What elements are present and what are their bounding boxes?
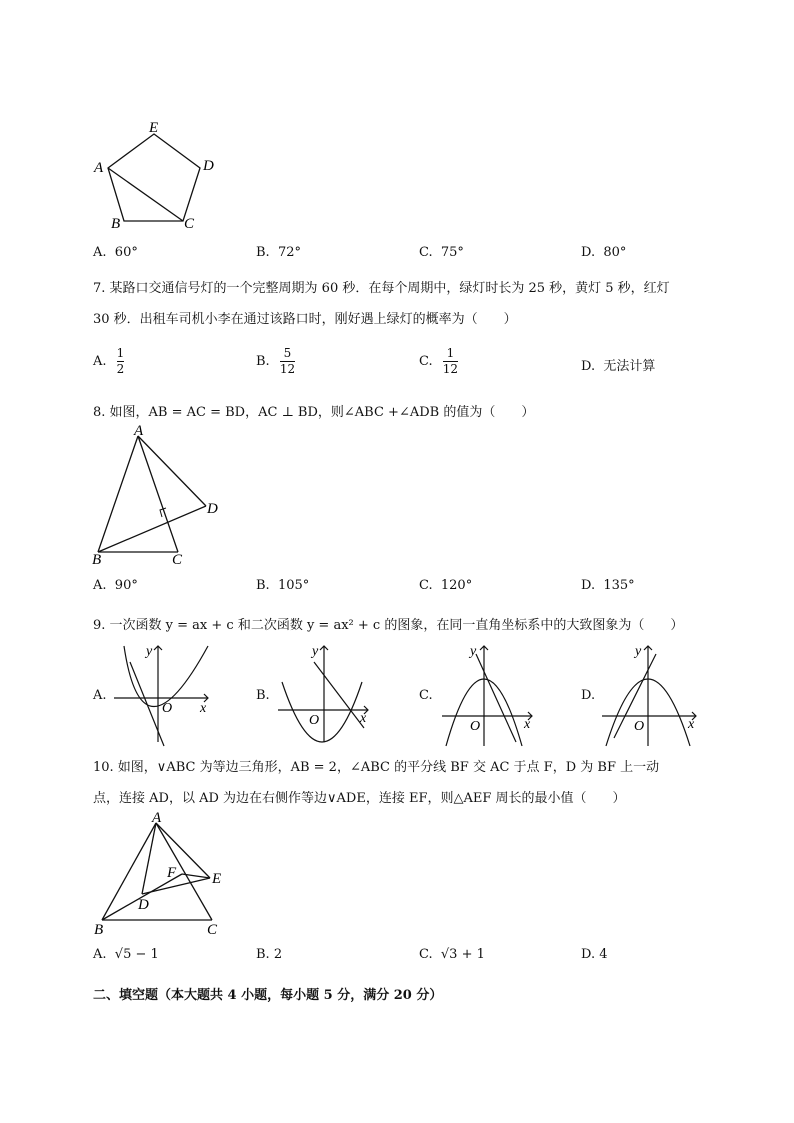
q8-label-D: D (207, 501, 218, 517)
option-text: 80° (603, 245, 627, 260)
q10-label-F: F (167, 865, 177, 881)
option-letter: B. (256, 354, 270, 369)
q6-pentagon-figure (90, 118, 220, 233)
q8-stem: 8. 如图，AB = AC = BD，AC ⊥ BD，则∠ABC +∠ADB 的值为（ ） (93, 405, 535, 420)
denominator: 12 (442, 362, 459, 376)
option-letter: C. (419, 354, 433, 369)
option-letter: C. (419, 578, 433, 593)
q10-option-a (93, 947, 159, 962)
option-letter: A. (93, 245, 107, 260)
q9-graph-c (440, 642, 544, 747)
option-letter: B. (256, 947, 270, 962)
q6-label-C: C (184, 216, 195, 232)
q7-stem-line2: 30 秒．出租车司机小李在通过该路口时，刚好遇上绿灯的概率为（ ） (93, 312, 517, 327)
option-letter: D. (581, 245, 596, 260)
q8-triangle-figure (88, 424, 228, 569)
option-text: 75° (440, 245, 464, 260)
q9-stem: 9. 一次函数 y = ax + c 和二次函数 y = ax² + c 的图象，在同一直角坐标系中的大致图象为（ ） (93, 618, 684, 633)
q9d-origin-label: O (634, 719, 645, 734)
q9-option-b-letter: B. (256, 688, 270, 703)
q9b-origin-label: O (309, 713, 320, 728)
q9-graph-b (276, 642, 380, 747)
q9c-origin-label: O (470, 719, 481, 734)
option-text: 105° (277, 578, 310, 593)
option-text: 135° (603, 578, 635, 593)
q10-option-c (419, 947, 485, 962)
q8-option-a (93, 578, 138, 593)
option-letter: A. (93, 947, 107, 962)
q9b-y-label: y (312, 644, 319, 659)
q9-graph-a (112, 642, 216, 747)
option-text: 2 (273, 947, 283, 962)
option-letter: D. (581, 947, 596, 962)
q9d-x-label: x (688, 717, 695, 732)
q6-label-D: D (203, 158, 214, 174)
option-text: 无法计算 (603, 359, 656, 374)
q10-label-A: A (152, 810, 162, 826)
q7-option-d (581, 355, 655, 374)
q7-option-a (93, 346, 124, 377)
fraction (280, 346, 295, 377)
q10-stem-line2: 点，连接 AD，以 AD 为边在右侧作等边∨ADE，连接 EF，则△AEF 周长的最小值（ ） (93, 791, 626, 806)
option-letter: D. (581, 578, 596, 593)
q9-option-c-letter: C. (419, 688, 433, 703)
option-letter: A. (93, 354, 107, 369)
option-text: 72° (277, 245, 301, 260)
q10-label-B: B (94, 922, 104, 938)
option-letter: C. (419, 947, 433, 962)
q10-option-b (256, 947, 282, 962)
q10-label-E: E (212, 871, 222, 887)
option-letter: C. (419, 245, 433, 260)
q9-option-a-letter: A. (93, 688, 107, 703)
section-2-heading: 二、填空题（本大题共 4 小题，每小题 5 分，满分 20 分） (93, 988, 443, 1003)
numerator: 1 (446, 346, 455, 360)
q10-triangle-figure (90, 810, 235, 938)
q10-option-d (581, 947, 608, 962)
denominator: 2 (116, 362, 125, 376)
q9a-x-label: x (200, 701, 207, 716)
q10-label-C: C (207, 922, 218, 938)
option-text: 60° (114, 245, 138, 260)
option-letter: B. (256, 245, 270, 260)
q7-option-c (419, 346, 458, 377)
numerator: 1 (116, 346, 125, 360)
option-letter: A. (93, 578, 107, 593)
option-text: 90° (114, 578, 138, 593)
q6-label-B: B (111, 216, 121, 232)
q6-label-A: A (94, 160, 104, 176)
option-text: √5 − 1 (114, 947, 159, 962)
option-text: 4 (599, 947, 608, 962)
numerator: 5 (283, 346, 292, 360)
q8-option-b (256, 578, 309, 593)
q6-option-c (419, 245, 464, 260)
q6-label-E: E (149, 120, 159, 136)
q10-label-D: D (138, 897, 149, 913)
q8-option-c (419, 578, 472, 593)
q6-option-a (93, 245, 138, 260)
q9b-x-label: x (360, 711, 367, 726)
q10-stem-line1: 10. 如图，∨ABC 为等边三角形，AB = 2，∠ABC 的平分线 BF 交 AC 于点 F，D 为 BF 上一动 (93, 760, 660, 775)
option-letter: D. (581, 359, 596, 374)
q8-option-d (581, 578, 635, 593)
q8-label-C: C (172, 552, 183, 568)
q9a-y-label: y (146, 644, 153, 659)
q6-option-d (581, 245, 626, 260)
q9d-y-label: y (635, 644, 642, 659)
fraction (443, 346, 458, 377)
q9c-x-label: x (524, 717, 531, 732)
q8-label-B: B (92, 552, 102, 568)
q9-option-d-letter: D. (581, 688, 596, 703)
q8-label-A: A (134, 424, 144, 439)
option-text: 120° (440, 578, 473, 593)
denominator: 12 (279, 362, 296, 376)
q9-graph-d (600, 642, 704, 747)
option-text: √3 + 1 (440, 947, 485, 962)
q7-stem-line1: 7. 某路口交通信号灯的一个完整周期为 60 秒．在每个周期中，绿灯时长为 25 秒，黄灯 5 秒，红灯 (93, 281, 670, 296)
q6-option-b (256, 245, 301, 260)
fraction (117, 346, 125, 377)
option-letter: B. (256, 578, 270, 593)
q7-option-b (256, 346, 295, 377)
q9c-y-label: y (470, 644, 477, 659)
q9a-origin-label: O (162, 701, 173, 716)
